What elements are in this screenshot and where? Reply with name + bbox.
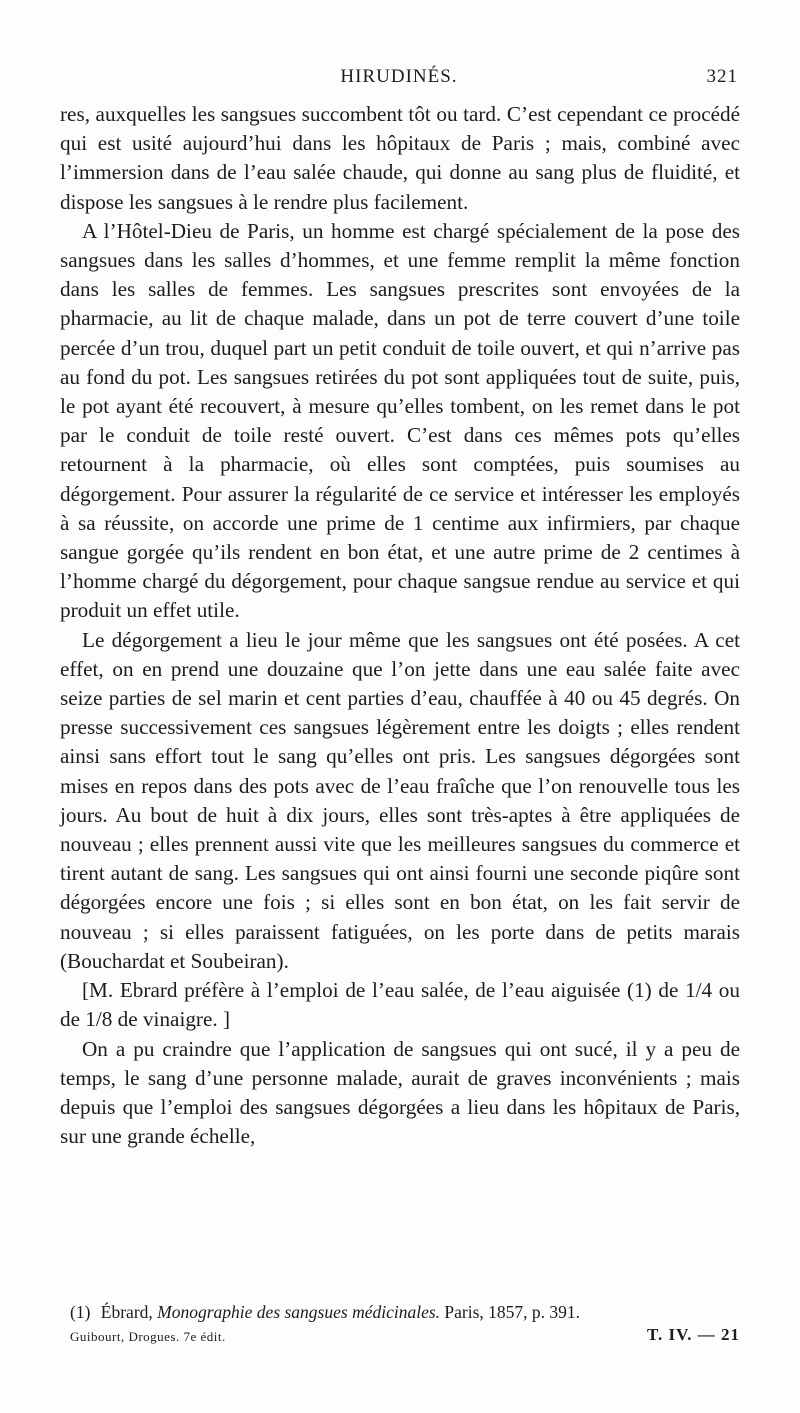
footnote-marker: (1) [70, 1302, 91, 1322]
paragraph-ebrard: [M. Ebrard préfère à l’emploi de l’eau salée, de l’eau aiguisée (1) de 1/4 ou de 1/8 de vinaigre. ] [60, 978, 740, 1032]
footnote-details: Paris, 1857, p. 391. [444, 1302, 581, 1322]
paragraph-continued: res, auxquelles les sangsues succombent tôt ou tard. C’est cependant ce procédé qui est usité aujourd’hui dans les hôpitaux de Paris ; mais, combiné avec l’immersion dans de l’eau salée chaude, qui donne au sang plus de fluidité, et dispose les sangsues à le rendre plus facilement. [60, 102, 740, 214]
volume-signature: T. IV. — 21 [646, 1325, 740, 1344]
running-title: HIRUDINÉS. [340, 66, 458, 87]
printer-imprint: Guibourt, Drogues. 7e édit. [70, 1329, 226, 1344]
footnote [60, 1300, 740, 1324]
page-number: 321 [706, 66, 738, 87]
body-text [60, 100, 740, 1151]
footnote-author: Ébrard, [100, 1302, 153, 1322]
paragraph-degorgement: Le dégorgement a lieu le jour même que les sangsues ont été posées. A cet effet, on en prend une douzaine que l’on jette dans une eau salée faite avec seize parties de sel marin et cent parties d’eau, chauffée à 40 ou 45 degrés. On presse successivement ces sangsues légèrement entre les doigts ; elles rendent ainsi sans effort tout le sang qu’elles ont pris. Les sangsues dégorgées sont mises en repos dans des pots avec de l’eau fraîche que l’on renouvelle tous les jours. Au bout de huit à dix jours, elles sont très-aptes à être appliquées de nouveau ; elles prennent aussi vite que les meilleures sangsues du commerce et tirent autant de sang. Les sangsues qui ont ainsi fourni une seconde piqûre sont dégorgées encore une fois ; si elles sont en bon état, on les fait servir de nouveau ; si elles paraissent fatiguées, on les porte dans de petits marais (Bouchardat et Soubeiran). [60, 627, 740, 973]
page-header [60, 66, 738, 90]
paragraph-hotel-dieu: A l’Hôtel-Dieu de Paris, un homme est chargé spécialement de la pose des sangsues dans les salles d’hommes, et une femme remplit la même fonction dans les salles de femmes. Les sangsues prescrites sont envoyées de la pharmacie, au lit de chaque malade, dans un pot de terre couvert d’une toile percée d’un trou, duquel part un petit conduit de toile ouvert, et qui n’arrive pas au fond du pot. Les sangsues retirées du pot sont appliquées tout de suite, puis, le pot ayant été recouvert, à mesure qu’elles tombent, on les remet dans le pot par le conduit de toile resté ouvert. C’est dans ces mêmes pots qu’elles retournent à la pharmacie, où elles sont comptées, puis soumises au dégorgement. Pour assurer la régularité de ce service et intéresser les employés à sa réussite, on accorde une prime de 1 centime aux infirmiers, par chaque sangue gorgée qu’ils rendent en bon état, et une autre prime de 2 centimes à l’homme chargé du dégorgement, pour chaque sangsue rendue au service et qui produit un effet utile. [60, 218, 740, 623]
footnote-title: Monographie des sangsues médicinales. [157, 1302, 441, 1322]
paragraph-application: On a pu craindre que l’application de sangsues qui ont sucé, il y a peu de temps, le sang d’une personne malade, aurait de graves inconvénients ; mais depuis que l’emploi des sangsues dégorgées a lieu dans les hôpitaux de Paris, sur une grande échelle, [60, 1036, 740, 1149]
